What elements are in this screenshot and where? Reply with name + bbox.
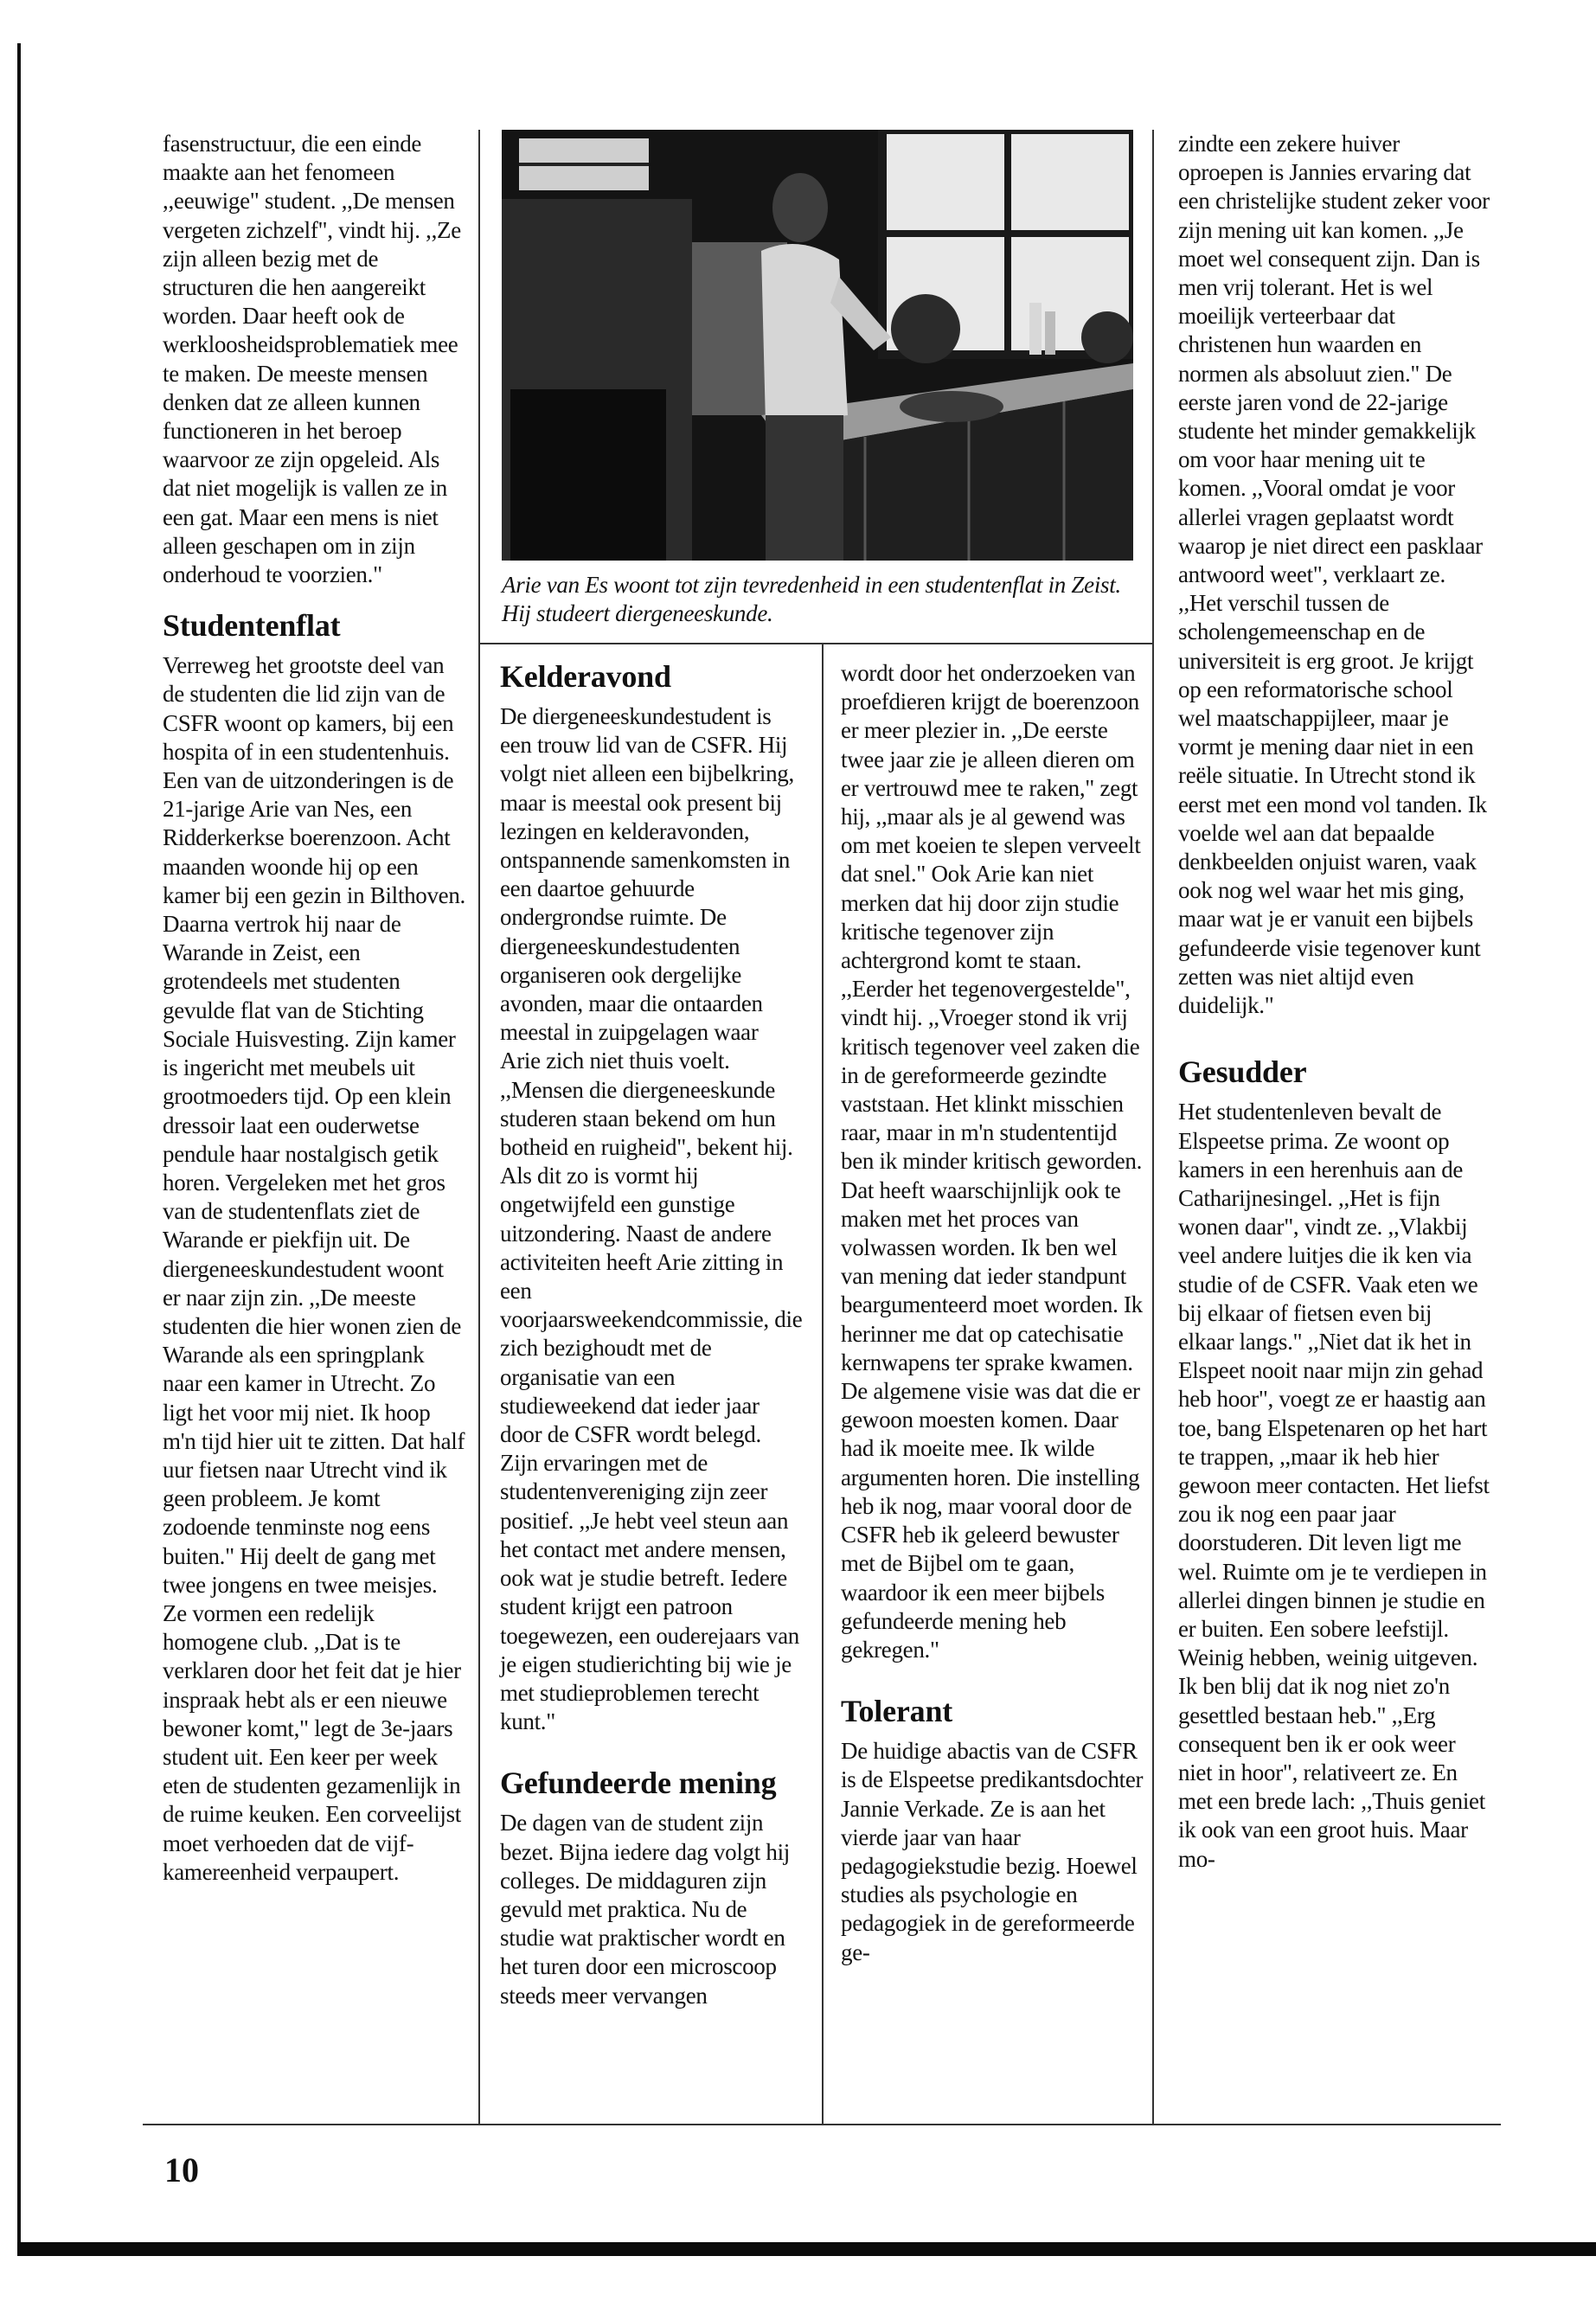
heading-tolerant: Tolerant — [841, 1694, 953, 1729]
page-bottom-rule — [143, 2124, 1501, 2125]
column-1 — [163, 130, 465, 1887]
kitchen-photo — [502, 130, 1133, 561]
col3-body-2: De huidige abactis van de CSFR is de Elspeetse predikantsdochter Jannie Verkade. Ze is aan het vierde jaar van haar pedagogiekstudie bezig. Hoewel studies als psychologie en pedagogiek in de gereformeerde ge- — [841, 1738, 1144, 1965]
page-number: 10 — [164, 2150, 199, 2189]
col2-body-1: De diergeneeskundestudent is een trouw lid van de CSFR. Hij volgt niet alleen een bijbelkring, maar is meestal ook present bij lezingen en kelderavonden, ontspannende samenkomsten in een daartoe gehuurde ondergrondse ruimte. De diergeneeskundestudenten organiseren ook dergelijke avonden, maar die ontaarden meestal in zuipgelagen waar Arie zich niet thuis voelt. ,,Mensen die diergeneeskunde studeren staan bekend om hun botheid en ruigheid", bekent hij. Als dit zo is vormt hij ongetwijfeld een gunstige uitzondering. Naast de andere activiteiten heeft Arie zitting in een voorjaarsweekendcommissie, die zich bezighoudt met de organisatie van een studieweekend dat ieder jaar door de CSFR wordt belegd. Zijn ervaringen met de studentenvereniging zijn zeer positief. ,,Je hebt veel steun aan het contact met andere mensen, ook wat je studie betreft. Iedere student krijgt een patroon toegewezen, een ouderejaars van je eigen studierichting bij wie je met studieproblemen terecht kunt." — [500, 703, 803, 1735]
col1-body: Verreweg het grootste deel van de studenten die lid zijn van de CSFR woont op kamers, bij een hospita of in een studentenhuis. Een van de uitzonderingen is de 21-jarige Arie van Nes, een Ridderkerkse boerenzoon. Acht maanden woonde hij op een kamer bij een gezin in Bilthoven. Daarna vertrok hij naar de Warande in Zeist, een grotendeels met studenten gevulde flat van de Stichting Sociale Huisvesting. Zijn kamer is ingericht met meubels uit grootmoeders tijd. Op een klein dressoir laat een ouderwetse pendule haar nostalgisch getik horen. Vergeleken met het gros van de studentenflats ziet de Warande er piekfijn uit. De diergeneeskundestudent woont er naar zijn zin. ,,De meeste studenten die hier wonen zien de Warande als een springplank naar een kamer in Utrecht. Zo ligt het voor mij niet. Ik hoop m'n tijd hier uit te zitten. Dat half uur fietsen naar Utrecht vind ik geen probleem. Je komt zodoende tenminste nog eens buiten." Hij deelt de gang met twee jongens en twee meisjes. Ze vormen een redelijk homogene club. ,,Dat is te verklaren door het feit dat je hier inspraak hebt als er een nieuwe bewoner komt," legt de 3e-jaars student uit. Een keer per week eten de studenten gezamenlijk in de ruime keuken. Een corveelijst moet verhoeden dat de vijf-kamereenheid verpaupert. — [163, 652, 465, 1885]
heading-gesudder: Gesudder — [1178, 1054, 1307, 1090]
column-rule-3 — [1152, 130, 1154, 2124]
photo-caption: Arie van Es woont tot zijn tevredenheid in een studentenflat in Zeist. Hij studeert diergeneeskunde. — [502, 572, 1121, 626]
col4-body-2: Het studentenleven bevalt de Elspeetse prima. Ze woont op kamers in een herenhuis aan de Catharijnesingel. ,,Het is fijn wonen daar", vindt ze. ,,Vlakbij veel andere luitjes die ik ken via studie of de CSFR. Vaak eten we bij elkaar of fietsen even bij elkaar langs." ,,Niet dat ik het in Elspeet nooit naar mijn zin gehad heb hoor", voegt ze er haastig aan toe, bang Elspetenaren op het hart te trappen, ,,maar ik heb hier gewoon meer contacten. Het liefst zou ik nog een paar jaar doorstuderen. Dit leven ligt me wel. Ruimte om je te verdiepen in allerlei dingen binnen je studie en er buiten. Een sobere leefstijl. Weinig hebben, weinig uitgeven. Ik ben blij dat ik nog niet zo'n gesettled bestaan heb." ,,Erg consequent ben ik er ook weer niet in hoor", relativeert ze. En met een brede lach: ,,Thuis geniet ik ook van een groot huis. Maar mo- — [1178, 1099, 1490, 1872]
col3-body-1: wordt door het onderzoeken van proefdieren krijgt de boerenzoon er meer plezier in. ,,De eerste twee jaar zie je alleen dieren om er vertrouwd mee te raken," zegt hij, ,,maar als je al gewend was om met koeien te slepen verveelt dat snel." Ook Arie kan niet merken dat hij door zijn studie kritische tegenover zijn achtergrond komt te staan. ,,Eerder het tegenovergestelde", vindt hij. ,,Vroeger stond ik vrij kritisch tegenover veel zaken die in de gereformeerde gezindte vaststaan. Het klinkt misschien raar, maar in m'n studententijd ben ik minder kritisch geworden. Dat heeft waarschijnlijk ook te maken met het proces van volwassen worden. Ik ben wel van mening dat ieder standpunt beargumenteerd moet worden. Ik herinner me dat op catechisatie kernwapens ter sprake kwamen. De algemene visie was dat die er gewoon moesten komen. Daar had ik moeite mee. Ik wilde argumenten horen. Die instelling heb ik nog, maar vooral door de CSFR heb ik geleerd bewuster met de Bijbel om te gaan, waardoor ik een meer bijbels gefundeerde mening heb gekregen." — [841, 660, 1143, 1663]
column-2 — [500, 640, 803, 2010]
col2-body-2: De dagen van de student zijn bezet. Bijna iedere dag volgt hij colleges. De middaguren zijn gevuld met praktica. Nu de studie wat praktischer wordt en het turen door een microscoop steeds meer vervangen — [500, 1810, 790, 2009]
column-3 — [841, 659, 1144, 1967]
column-rule-2 — [822, 644, 824, 2124]
heading-studentenflat: Studentenflat — [163, 608, 341, 644]
page-frame-left — [17, 43, 21, 2245]
column-rule-1 — [478, 130, 480, 2124]
heading-gefundeerde-mening: Gefundeerde mening — [500, 1766, 777, 1801]
column-4 — [1178, 130, 1490, 1874]
col1-intro: fasenstructuur, die een einde maakte aan het fenomeen ,,eeuwige" student. ,,De mensen vergeten zichzelf", vindt hij. ,,Ze zijn alleen bezig met de structuren die hen aangereikt worden. Daar heeft ook de werkloosheidsproblematiek mee te maken. De meeste mensen denken dat ze alleen kunnen functioneren in het beroep waarvoor ze zijn opgeleid. Als dat niet mogelijk is vallen ze in een gat. Maar een mens is niet alleen geschapen om in zijn onderhoud te voorzien." — [163, 131, 461, 588]
heading-kelderavond: Kelderavond — [500, 659, 671, 694]
col4-body-1: zindte een zekere huiver oproepen is Jannies ervaring dat een christelijke student zeker voor zijn mening uit kan komen. ,,Je moet wel consequent zijn. Dan is men vrij tolerant. Het is wel moeilijk verteerbaar dat christenen hun waarden en normen als absoluut zien." De eerste jaren vond de 22-jarige studente het minder gemakkelijk om voor haar mening uit te komen. ,,Vooral omdat je voor allerlei vragen geplaatst wordt waarop je niet direct een pasklaar antwoord weet", verklaart ze. ,,Het verschil tussen de scholengemeenschap en de universiteit is erg groot. Je krijgt op een reformatorische school wel maatschappijleer, maar je vormt je mening daar niet in een reële situatie. In Utrecht stond ik eerst met een mond vol tanden. Ik voelde wel aan dat bepaalde denkbeelden onjuist waren, vaak ook nog wel waar het mis ging, maar wat je er vanuit een bijbels gefundeerde visie tegenover kunt zetten was niet altijd even duidelijk." — [1178, 131, 1490, 1019]
page-frame-bottom — [17, 2242, 1596, 2256]
